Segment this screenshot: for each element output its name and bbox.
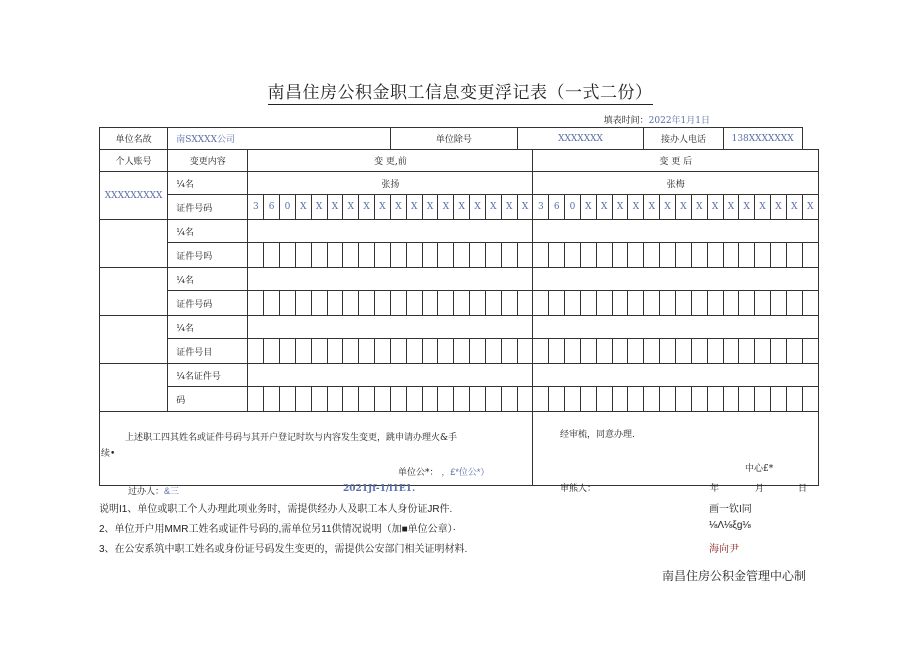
id-before-digit[interactable]	[264, 387, 280, 412]
id-after-digit[interactable]: X	[755, 195, 771, 220]
id-before-digit[interactable]	[359, 291, 375, 316]
note-3-right: 海向尹	[709, 544, 739, 555]
person-id-row	[100, 387, 819, 412]
id-after-digit[interactable]	[707, 291, 723, 316]
id-before-digit[interactable]: X	[375, 195, 391, 220]
id-after-digit[interactable]	[612, 291, 628, 316]
id-after-digit[interactable]	[565, 291, 581, 316]
id-after-digit[interactable]	[676, 243, 692, 268]
name-label: ¼名	[168, 172, 248, 195]
id-before-digit[interactable]	[454, 243, 470, 268]
unit-account-value: XXXXXXX	[517, 128, 644, 150]
change-content-header: 变更内容	[168, 150, 248, 172]
id-before-digit[interactable]	[406, 387, 422, 412]
id-after-digit[interactable]: X	[802, 195, 818, 220]
name-before-cell[interactable]: 张扬	[248, 172, 533, 195]
id-after-digit[interactable]	[676, 291, 692, 316]
id-after-digit[interactable]	[802, 387, 818, 412]
id-after-digit[interactable]: X	[707, 195, 723, 220]
id-before-digit[interactable]	[391, 243, 407, 268]
id-after-digit[interactable]	[707, 339, 723, 364]
id-after-digit[interactable]	[580, 387, 596, 412]
id-before-digit[interactable]: X	[470, 195, 486, 220]
id-after-digit[interactable]	[739, 291, 755, 316]
id-after-digit[interactable]	[739, 387, 755, 412]
id-after-digit[interactable]	[723, 291, 739, 316]
id-label: 码	[168, 387, 248, 412]
id-after-digit[interactable]: X	[723, 195, 739, 220]
id-after-digit[interactable]	[533, 339, 549, 364]
id-label: 证件号吗	[168, 243, 248, 268]
id-after-digit[interactable]: X	[660, 195, 676, 220]
personal-account-cell[interactable]	[100, 220, 168, 268]
id-after-digit[interactable]	[549, 243, 565, 268]
id-after-digit[interactable]	[628, 387, 644, 412]
id-after-digit[interactable]	[549, 291, 565, 316]
id-after-digit[interactable]	[691, 339, 707, 364]
reviewer: 审熊人：	[560, 484, 597, 494]
id-before-digit[interactable]	[295, 291, 311, 316]
id-after-digit[interactable]	[802, 243, 818, 268]
id-after-digit[interactable]	[549, 339, 565, 364]
id-after-digit[interactable]	[565, 339, 581, 364]
id-before-digit[interactable]	[517, 243, 533, 268]
id-after-digit[interactable]: X	[628, 195, 644, 220]
id-before-digit[interactable]	[391, 291, 407, 316]
fill-date-value: 2022年1月1日	[648, 116, 710, 126]
id-before-digit[interactable]	[454, 339, 470, 364]
id-before-digit[interactable]: X	[438, 195, 454, 220]
name-after-cell[interactable]	[533, 364, 819, 387]
id-after-digit[interactable]: X	[580, 195, 596, 220]
form-title: 南昌住房公积金职工信息变更浮记表（一式二份）	[267, 83, 653, 103]
id-after-digit[interactable]	[786, 291, 802, 316]
person-name-row	[100, 316, 819, 339]
id-after-digit[interactable]: 6	[549, 195, 565, 220]
handler: 过办人：&三	[128, 486, 180, 497]
id-after-digit[interactable]	[596, 243, 612, 268]
id-before-digit[interactable]	[517, 339, 533, 364]
name-label: ¼名证件号	[168, 364, 248, 387]
id-after-digit[interactable]	[691, 387, 707, 412]
id-before-digit[interactable]: 3	[248, 195, 264, 220]
id-before-digit[interactable]	[470, 243, 486, 268]
id-before-digit[interactable]	[295, 339, 311, 364]
id-after-digit[interactable]	[612, 387, 628, 412]
id-before-digit[interactable]	[280, 387, 296, 412]
id-after-digit[interactable]	[596, 339, 612, 364]
id-before-digit[interactable]	[248, 387, 264, 412]
id-after-digit[interactable]	[723, 339, 739, 364]
id-after-digit[interactable]	[533, 243, 549, 268]
id-after-digit[interactable]: X	[644, 195, 660, 220]
id-before-digit[interactable]	[280, 243, 296, 268]
id-before-digit[interactable]	[311, 387, 327, 412]
apply-date: 2021Jf-1/l1E1.	[343, 484, 416, 494]
personal-account-cell[interactable]	[100, 316, 168, 364]
id-after-digit[interactable]	[802, 291, 818, 316]
id-after-digit[interactable]	[644, 291, 660, 316]
id-label: 证件号码	[168, 195, 248, 220]
id-after-digit[interactable]	[580, 243, 596, 268]
id-before-digit[interactable]	[391, 339, 407, 364]
handler-phone-value: 138XXXXXXX	[723, 128, 802, 150]
id-before-digit[interactable]	[343, 387, 359, 412]
id-before-digit[interactable]	[327, 291, 343, 316]
header-row	[100, 128, 819, 150]
id-before-digit[interactable]	[264, 243, 280, 268]
name-before-cell[interactable]	[248, 220, 533, 243]
id-after-digit[interactable]	[707, 243, 723, 268]
id-after-digit[interactable]	[771, 291, 787, 316]
name-before-cell[interactable]	[248, 364, 533, 387]
id-before-digit[interactable]	[422, 339, 438, 364]
review-cell	[533, 412, 819, 486]
id-before-digit[interactable]	[280, 339, 296, 364]
id-after-digit[interactable]	[676, 339, 692, 364]
id-before-digit[interactable]	[501, 243, 517, 268]
declaration-text-2: 续•	[101, 449, 116, 459]
review-day: 日	[798, 484, 808, 494]
person-name-row	[100, 364, 819, 387]
id-after-digit[interactable]	[786, 243, 802, 268]
id-before-digit[interactable]	[438, 291, 454, 316]
person-name-row	[100, 268, 819, 291]
id-before-digit[interactable]: X	[311, 195, 327, 220]
review-year: 年	[710, 484, 720, 494]
id-after-digit[interactable]	[596, 291, 612, 316]
id-after-digit[interactable]	[628, 339, 644, 364]
name-after-cell[interactable]: 张梅	[533, 172, 819, 195]
person-id-row	[100, 195, 819, 220]
review-text: 经审梳，同意办理.	[560, 430, 635, 440]
personal-account-header: 个人账号	[100, 150, 168, 172]
person-name-row	[100, 220, 819, 243]
id-before-digit[interactable]: X	[359, 195, 375, 220]
person-name-row	[100, 172, 819, 195]
name-before-cell[interactable]	[248, 316, 533, 339]
id-before-digit[interactable]	[422, 243, 438, 268]
fill-date-label: 填表时间：	[603, 116, 649, 126]
column-header-row	[100, 150, 819, 172]
id-before-digit[interactable]	[311, 291, 327, 316]
id-before-digit[interactable]	[327, 243, 343, 268]
id-before-digit[interactable]	[295, 243, 311, 268]
id-before-digit[interactable]	[295, 387, 311, 412]
name-label: ¼名	[168, 316, 248, 339]
id-before-digit[interactable]	[454, 291, 470, 316]
id-after-digit[interactable]	[771, 387, 787, 412]
id-after-digit[interactable]	[771, 339, 787, 364]
person-id-row	[100, 339, 819, 364]
id-after-digit[interactable]: 3	[533, 195, 549, 220]
id-before-digit[interactable]	[470, 291, 486, 316]
handler-phone-label: 接办人电话	[644, 128, 723, 150]
id-before-digit[interactable]	[280, 291, 296, 316]
id-before-digit[interactable]	[470, 387, 486, 412]
name-label: ¼名	[168, 220, 248, 243]
id-after-digit[interactable]	[628, 243, 644, 268]
id-before-digit[interactable]	[343, 243, 359, 268]
id-after-digit[interactable]: X	[596, 195, 612, 220]
id-before-digit[interactable]	[422, 387, 438, 412]
id-before-digit[interactable]	[438, 387, 454, 412]
id-before-digit[interactable]	[359, 339, 375, 364]
id-after-digit[interactable]	[676, 387, 692, 412]
id-before-digit[interactable]: 6	[264, 195, 280, 220]
name-label: ¼名	[168, 268, 248, 291]
id-after-digit[interactable]	[580, 291, 596, 316]
id-after-digit[interactable]	[691, 291, 707, 316]
name-before-cell[interactable]	[248, 268, 533, 291]
id-after-digit[interactable]	[755, 387, 771, 412]
id-after-digit[interactable]: X	[676, 195, 692, 220]
id-label: 证件号目	[168, 339, 248, 364]
id-after-digit[interactable]	[596, 387, 612, 412]
id-before-digit[interactable]: X	[391, 195, 407, 220]
personal-account-cell[interactable]: XXXXXXXXX	[100, 172, 168, 220]
note-2-right: ⅛Λ⅛ξg⅛	[709, 520, 751, 531]
id-after-digit[interactable]	[660, 387, 676, 412]
id-before-digit[interactable]	[422, 291, 438, 316]
unit-account-label: 单位除号	[391, 128, 518, 150]
review-month: 月	[755, 484, 765, 494]
id-before-digit[interactable]: X	[485, 195, 501, 220]
id-before-digit[interactable]	[311, 243, 327, 268]
id-after-digit[interactable]	[771, 243, 787, 268]
id-before-digit[interactable]: X	[343, 195, 359, 220]
id-after-digit[interactable]	[723, 243, 739, 268]
personal-account-cell[interactable]	[100, 268, 168, 316]
id-after-digit[interactable]	[644, 339, 660, 364]
id-after-digit[interactable]	[786, 339, 802, 364]
id-after-digit[interactable]	[691, 243, 707, 268]
id-before-digit[interactable]: X	[327, 195, 343, 220]
unit-name-value: 南SXXXX公司	[168, 128, 391, 150]
id-after-digit[interactable]	[739, 339, 755, 364]
id-before-digit[interactable]: X	[501, 195, 517, 220]
id-before-digit[interactable]	[264, 291, 280, 316]
id-before-digit[interactable]	[248, 243, 264, 268]
id-after-digit[interactable]	[786, 387, 802, 412]
center-seal: 中心£*	[745, 464, 774, 474]
footer-issuer: 南昌住房公积金管理中心制	[662, 569, 807, 583]
id-before-digit[interactable]	[470, 339, 486, 364]
id-after-digit[interactable]: X	[786, 195, 802, 220]
fill-date	[604, 113, 710, 126]
id-before-digit[interactable]	[248, 291, 264, 316]
id-before-digit[interactable]	[517, 387, 533, 412]
id-label: 证件号码	[168, 291, 248, 316]
id-before-digit[interactable]	[501, 339, 517, 364]
id-before-digit[interactable]	[375, 291, 391, 316]
id-before-digit[interactable]	[391, 387, 407, 412]
id-after-digit[interactable]	[533, 387, 549, 412]
id-before-digit[interactable]	[454, 387, 470, 412]
id-before-digit[interactable]	[248, 339, 264, 364]
note-2: 2、单位开户用MMR工姓名或证件号码的,需单位另11供情况说明（加■单位公章）·	[99, 524, 456, 535]
id-after-digit[interactable]: X	[612, 195, 628, 220]
id-before-digit[interactable]	[327, 339, 343, 364]
id-after-digit[interactable]	[802, 339, 818, 364]
id-after-digit[interactable]	[660, 339, 676, 364]
person-id-row	[100, 243, 819, 268]
id-after-digit[interactable]	[565, 387, 581, 412]
personal-account-cell[interactable]	[100, 364, 168, 412]
note-1-right: 画一钦I同	[709, 504, 752, 515]
note-1: 说明I1、单位或职工个人办理此项业务时，需提供经办人及职工本人身份证JR件.	[99, 504, 453, 515]
id-after-digit[interactable]	[723, 387, 739, 412]
id-after-digit[interactable]	[660, 243, 676, 268]
id-after-digit[interactable]	[644, 387, 660, 412]
id-before-digit[interactable]	[359, 387, 375, 412]
id-before-digit[interactable]	[375, 387, 391, 412]
id-before-digit[interactable]	[375, 243, 391, 268]
id-before-digit[interactable]	[406, 243, 422, 268]
name-after-cell[interactable]	[533, 268, 819, 291]
id-before-digit[interactable]	[311, 339, 327, 364]
id-before-digit[interactable]	[485, 291, 501, 316]
note-3: 3、在公安系筑中职工姓名或身份证号码发生变更的，需提供公安部门相关证明材料.	[99, 544, 468, 555]
id-before-digit[interactable]: X	[422, 195, 438, 220]
id-before-digit[interactable]	[406, 339, 422, 364]
id-before-digit[interactable]	[359, 243, 375, 268]
id-before-digit[interactable]: X	[295, 195, 311, 220]
id-before-digit[interactable]	[264, 339, 280, 364]
id-after-digit[interactable]: 0	[565, 195, 581, 220]
id-after-digit[interactable]: X	[739, 195, 755, 220]
id-before-digit[interactable]	[501, 387, 517, 412]
id-before-digit[interactable]: X	[517, 195, 533, 220]
id-before-digit[interactable]	[327, 387, 343, 412]
id-after-digit[interactable]	[628, 291, 644, 316]
id-before-digit[interactable]	[406, 291, 422, 316]
id-before-digit[interactable]: X	[454, 195, 470, 220]
id-before-digit[interactable]: 0	[280, 195, 296, 220]
id-before-digit[interactable]	[438, 339, 454, 364]
declaration-text: 上述职工四其姓名或证件号码与其开户登记时坎与内容发生变更，跳申请办理火&手	[125, 433, 458, 443]
id-after-digit[interactable]: X	[771, 195, 787, 220]
id-after-digit[interactable]	[565, 243, 581, 268]
person-id-row	[100, 291, 819, 316]
id-after-digit[interactable]	[707, 387, 723, 412]
id-after-digit[interactable]: X	[691, 195, 707, 220]
id-after-digit[interactable]	[739, 243, 755, 268]
id-after-digit[interactable]	[755, 243, 771, 268]
name-after-cell[interactable]	[533, 316, 819, 339]
id-after-digit[interactable]	[580, 339, 596, 364]
after-header: 变 更 后	[533, 150, 819, 172]
id-after-digit[interactable]	[549, 387, 565, 412]
unit-seal: 单位公*： ，£*位公*）	[398, 467, 490, 478]
id-before-digit[interactable]	[343, 291, 359, 316]
id-before-digit[interactable]	[501, 291, 517, 316]
id-after-digit[interactable]	[755, 339, 771, 364]
unit-name-label: 单位名故	[100, 128, 168, 150]
id-after-digit[interactable]	[533, 291, 549, 316]
id-after-digit[interactable]	[755, 291, 771, 316]
id-before-digit[interactable]: X	[406, 195, 422, 220]
before-header: 变 更,前	[248, 150, 533, 172]
id-after-digit[interactable]	[612, 243, 628, 268]
id-before-digit[interactable]	[343, 339, 359, 364]
id-after-digit[interactable]	[644, 243, 660, 268]
name-after-cell[interactable]	[533, 220, 819, 243]
id-after-digit[interactable]	[660, 291, 676, 316]
id-before-digit[interactable]	[485, 243, 501, 268]
id-before-digit[interactable]	[375, 339, 391, 364]
id-before-digit[interactable]	[485, 387, 501, 412]
id-before-digit[interactable]	[485, 339, 501, 364]
id-before-digit[interactable]	[517, 291, 533, 316]
id-before-digit[interactable]	[438, 243, 454, 268]
id-after-digit[interactable]	[612, 339, 628, 364]
